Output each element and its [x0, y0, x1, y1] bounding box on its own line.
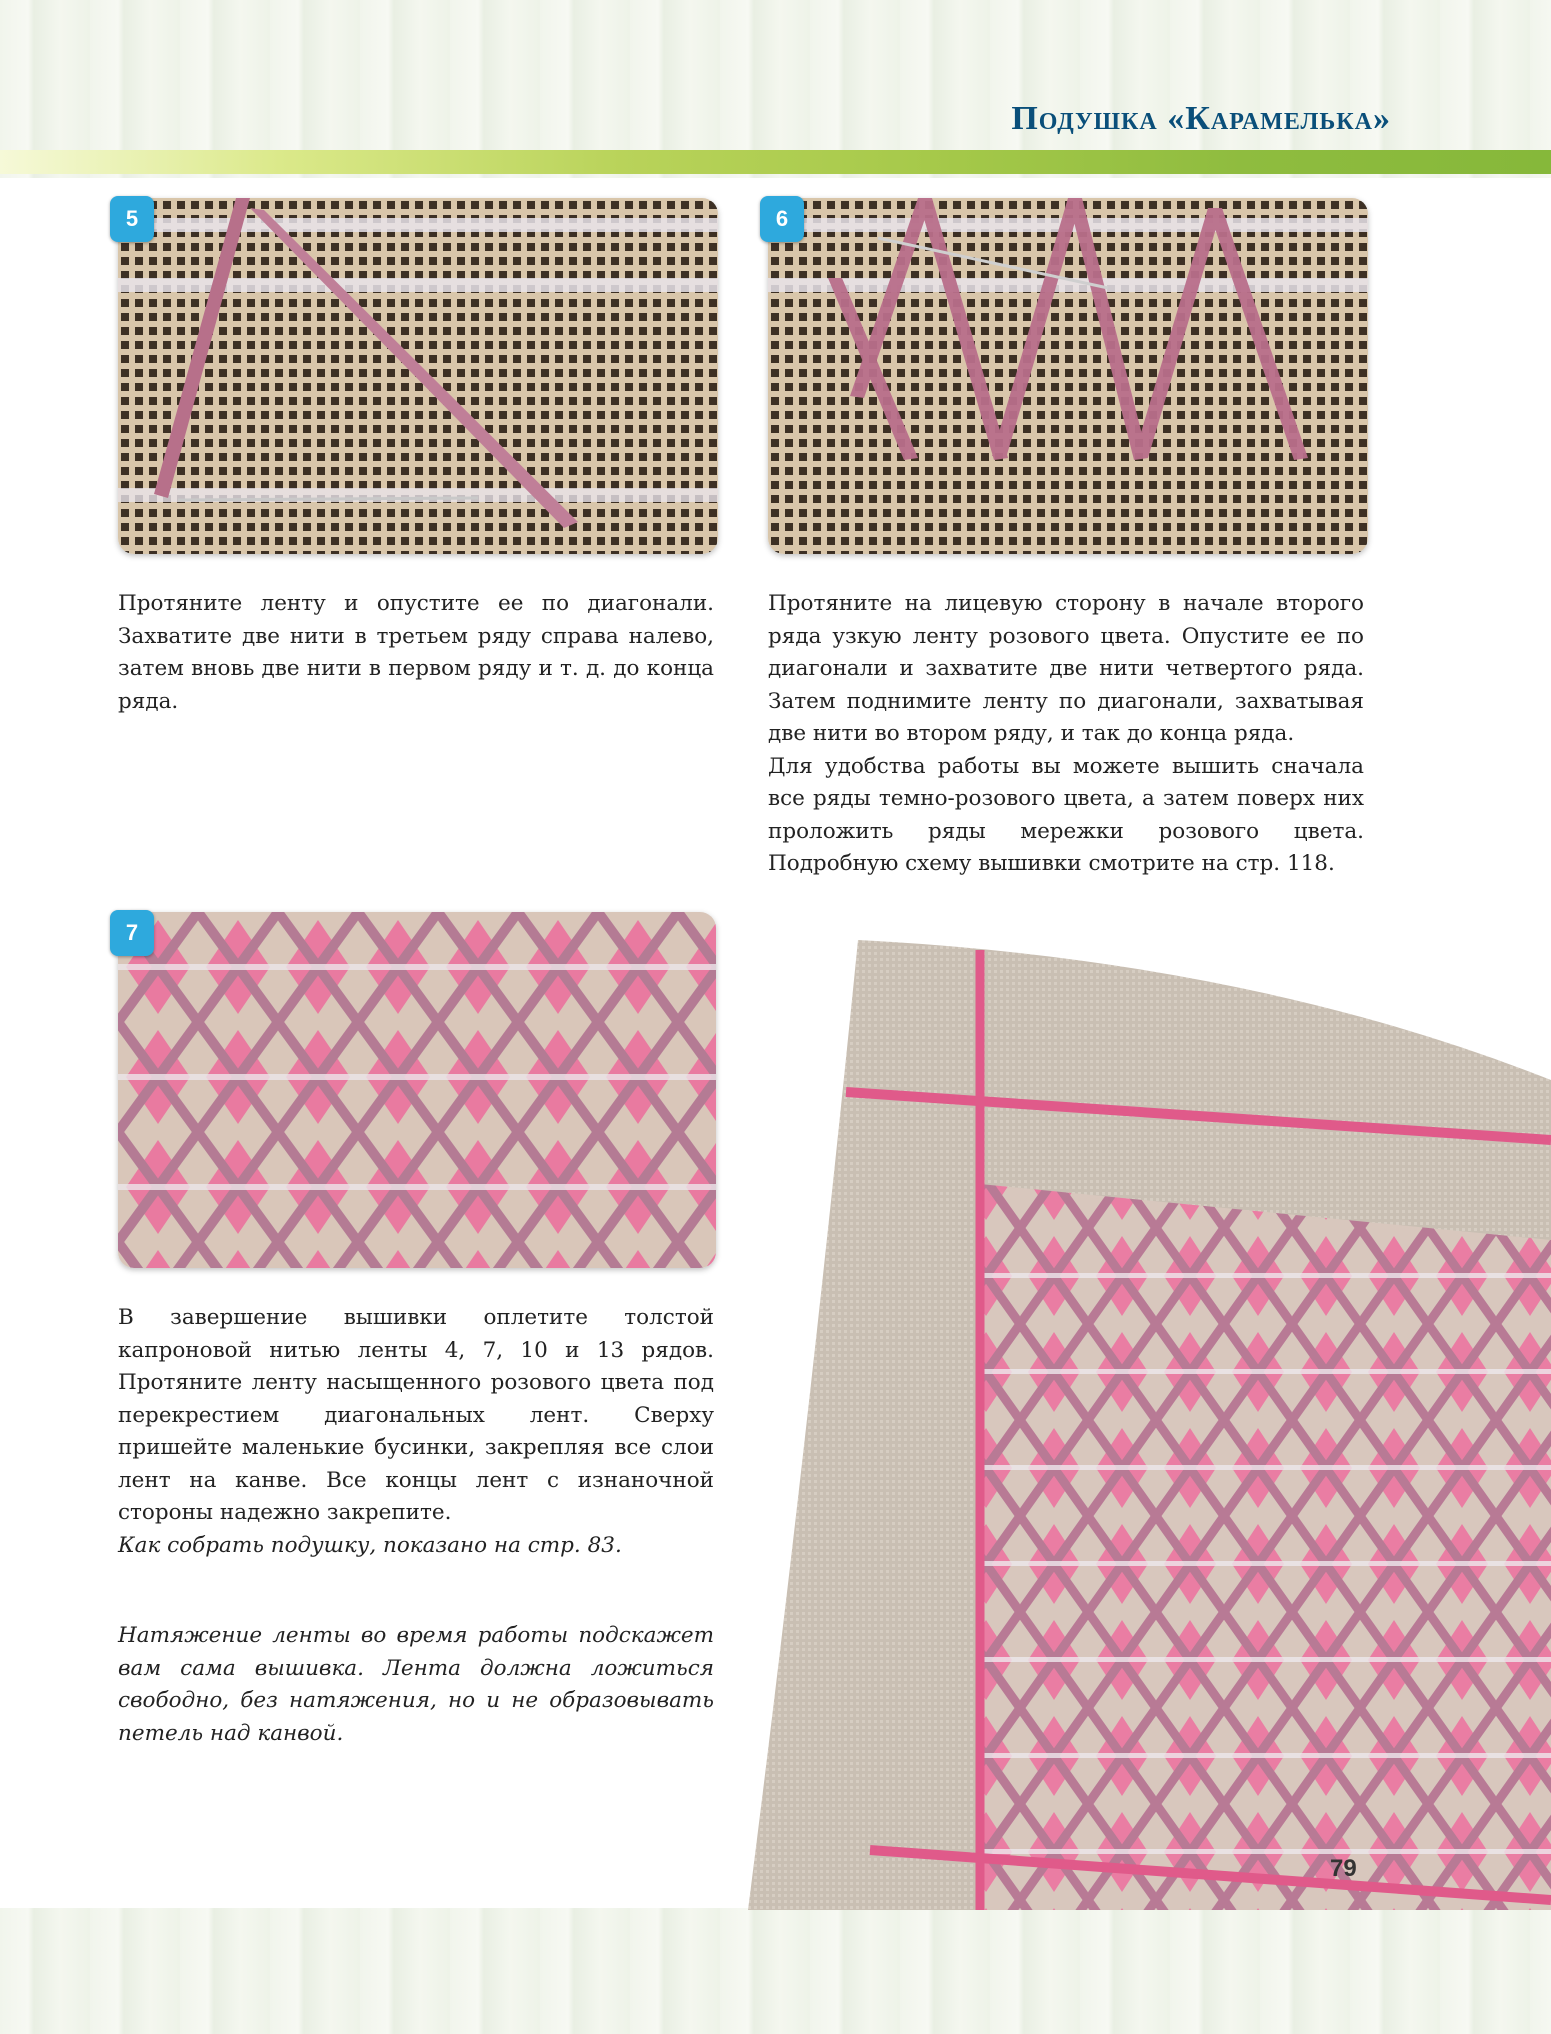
page-number: 79: [1330, 1855, 1357, 1882]
step-6-paragraph-1: Протяните на лицевую сторону в начале второго ряда узкую ленту розового цвета. Опустите ее по диагонали и захватите две нити четвертого ряда. Затем поднимите ленту по диагонали, захватывая две нити во втором ряду, и так до конца ряда.: [768, 591, 1364, 746]
step-5-text: [118, 588, 714, 718]
tip-paragraph: Натяжение ленты во время работы подскажет вам сама вышивка. Лента должна ложиться свободно, без натяжения, но и не образовывать петель над канвой.: [118, 1623, 714, 1746]
step-7-paragraph: В завершение вышивки оплетите толстой капроновой нитью ленты 4, 7, 10 и 13 рядов. Протяните ленту насыщенного розового цвета под перекрестием диагональных лент. Сверху пришейте маленькие бусинки, закрепляя все слои лент на канве. Все концы лент с изнаночной стороны надежно закрепите.: [118, 1305, 714, 1525]
step-7-photo: [118, 912, 716, 1268]
step-6-badge: 6: [760, 196, 804, 242]
step-6-photo: [768, 198, 1368, 554]
page-title: Подушка «Карамелька»: [1011, 100, 1391, 137]
step-6-text: [768, 588, 1364, 881]
step-5-badge: 5: [110, 196, 154, 242]
step-7-badge: 7: [110, 910, 154, 956]
assembly-reference: Как собрать подушку, показано на стр. 83.: [118, 1532, 622, 1558]
step-5-paragraph: Протяните ленту и опустите ее по диагонали. Захватите две нити в третьем ряду справа налево, затем вновь две нити в первом ряду и т. д. до конца ряда.: [118, 591, 714, 714]
pillow-photo: [748, 940, 1551, 1910]
step-6-paragraph-2: Для удобства работы вы можете вышить сначала все ряды темно-розового цвета, а затем поверх них проложить ряды мережки розового цвета. Подробную схему вышивки смотрите на стр. 118.: [768, 753, 1364, 876]
step-7-text: [118, 1302, 714, 1562]
step-5-photo: [118, 198, 718, 554]
header-band: [0, 150, 1551, 174]
tip-text: [118, 1620, 714, 1750]
